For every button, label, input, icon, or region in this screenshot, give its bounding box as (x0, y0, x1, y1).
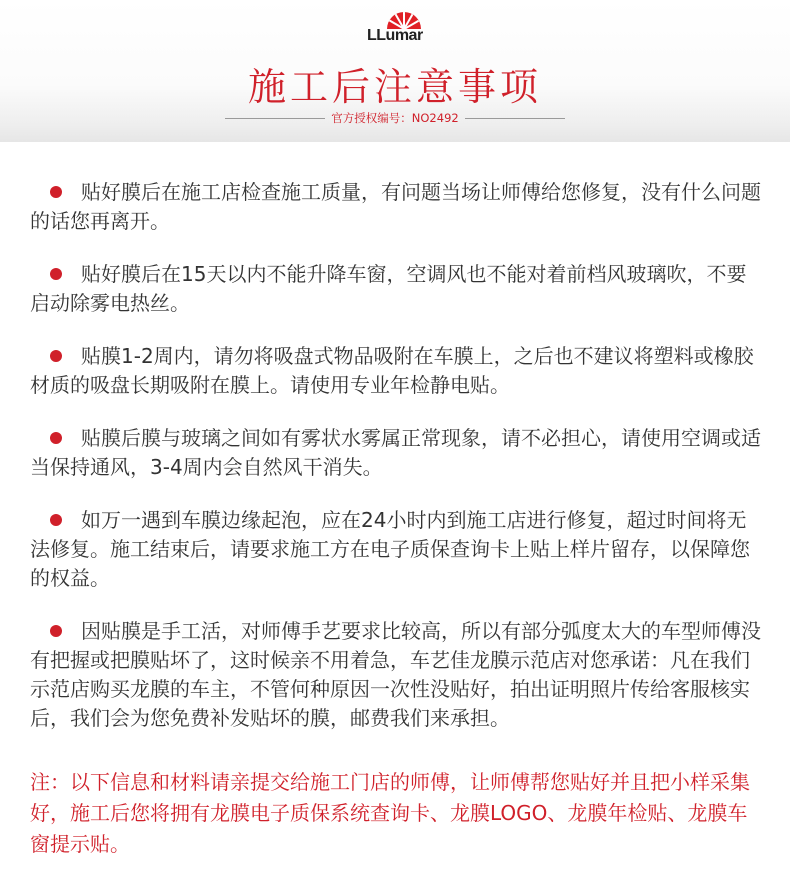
divider-right (465, 118, 565, 119)
bullet-dot-icon (50, 350, 62, 362)
bullet-dot-icon (50, 514, 62, 526)
bullet-dot-icon (50, 186, 62, 198)
authorization-number: 官方授权编号：NO2492 (331, 111, 459, 125)
list-item (30, 178, 765, 236)
list-item-text: 贴膜1-2周内，请勿将吸盘式物品吸附在车膜上，之后也不建议将塑料或橡胶材质的吸盘长期吸附在膜上。请使用专业年检静电贴。 (30, 344, 754, 397)
list-item-text: 贴好膜后在施工店检查施工质量，有问题当场让师傅给您修复，没有什么问题的话您再离开。 (30, 180, 761, 233)
bullet-dot-icon (50, 268, 62, 280)
list-item (30, 424, 765, 482)
subtitle-row (0, 110, 790, 126)
logo-text: LLumar (367, 27, 423, 44)
llumar-logo (367, 12, 427, 46)
list-item (30, 342, 765, 400)
page-title: 施工后注意事项 (247, 65, 542, 109)
bullet-dot-icon (50, 432, 62, 444)
list-item-text: 贴膜后膜与玻璃之间如有雾状水雾属正常现象，请不必担心，请使用空调或适当保持通风，3-4周内会自然风干消失。 (30, 426, 761, 479)
list-item-text: 因贴膜是手工活，对师傅手艺要求比较高，所以有部分弧度太大的车型师傅没有把握或把膜贴坏了，这时候亲不用着急，车艺佳龙膜示范店对您承诺：凡在我们示范店购买龙膜的车主，不管何种原因一次性没贴好，拍出证明照片传给客服核实后，我们会为您免费补发贴坏的膜，邮费我们来承担。 (30, 619, 761, 730)
list-item (30, 506, 765, 593)
instruction-list (30, 178, 765, 757)
list-item (30, 617, 765, 733)
bullet-dot-icon (50, 625, 62, 637)
note-text: 注：以下信息和材料请亲提交给施工门店的师傅，让师傅帮您贴好并且把小样采集好，施工后您将拥有龙膜电子质保系统查询卡、龙膜LOGO、龙膜年检贴、龙膜车窗提示贴。 (30, 770, 750, 856)
list-item (30, 260, 765, 318)
list-item-text: 如万一遇到车膜边缘起泡，应在24小时内到施工店进行修复，超过时间将无法修复。施工结束后，请要求施工方在电子质保查询卡上贴上样片留存，以保障您的权益。 (30, 508, 750, 590)
divider-left (225, 118, 325, 119)
list-item-text: 贴好膜后在15天以内不能升降车窗，空调风也不能对着前档风玻璃吹，不要启动除雾电热丝。 (30, 262, 747, 315)
header (0, 0, 790, 142)
